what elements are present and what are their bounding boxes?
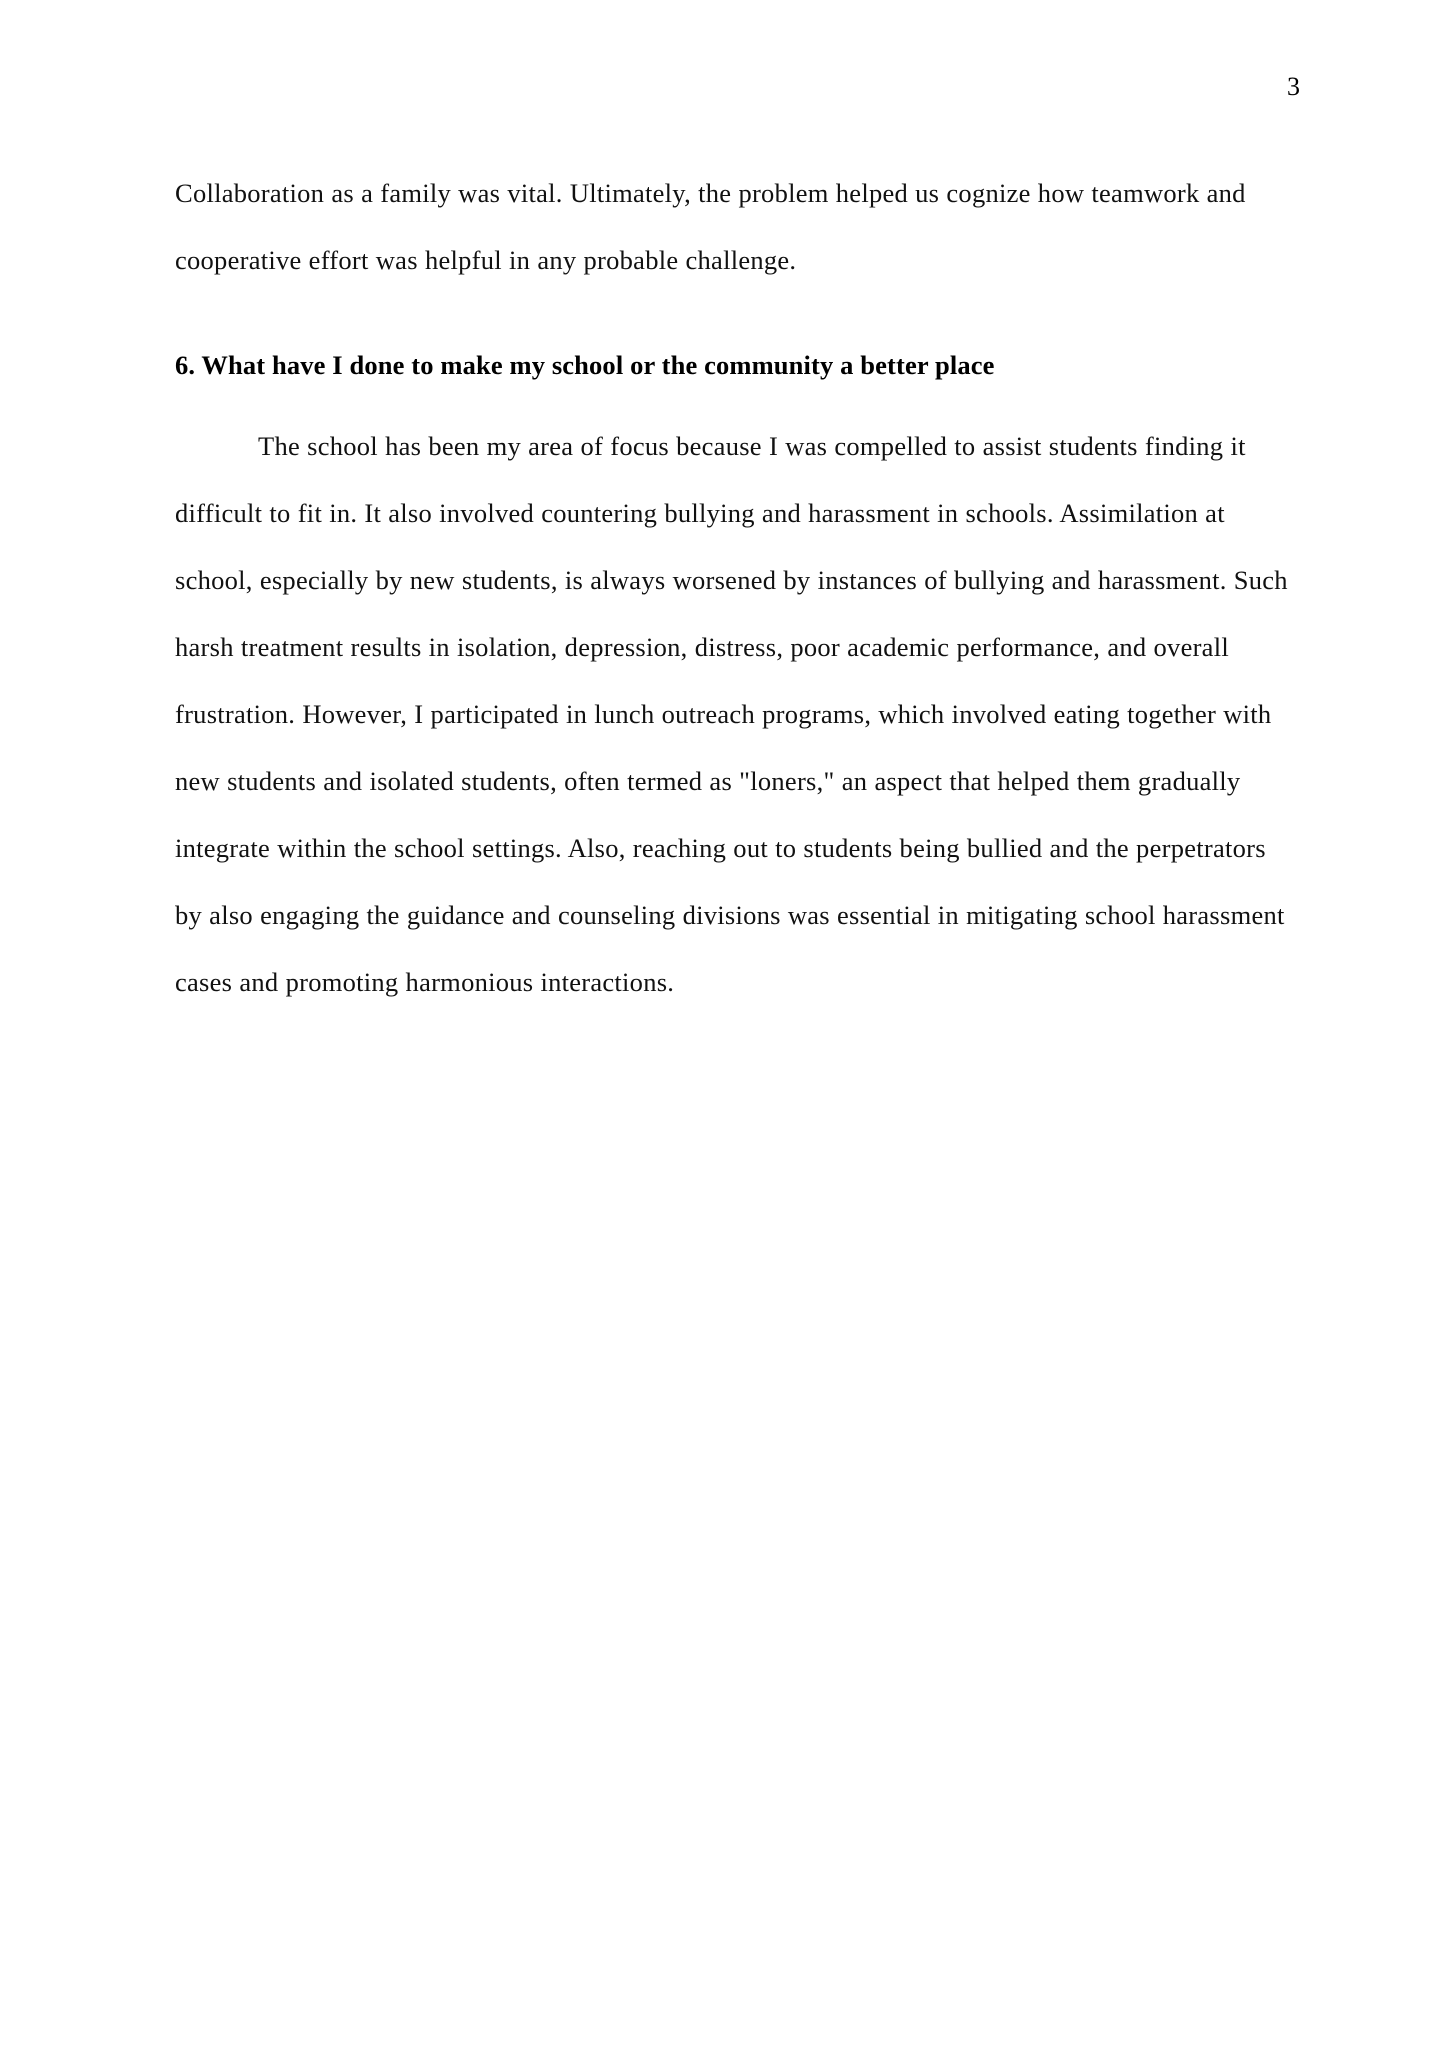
paragraph-section-6-body: The school has been my area of focus because I was compelled to assist students finding it difficult to fit in. It also involved countering bullying and harassment in schools. Assimilation at school, especially by new students, is always worsened by instances of bullying and harassment. Such harsh treatment results in isolation, depression, distress, poor academic performance, and overall frustration. However, I participated in lunch outreach programs, which involved eating together with new students and isolated students, often termed as "loners," an aspect that helped them gradually integrate within the school settings. Also, reaching out to students being bullied and the perpetrators by also engaging the guidance and counseling divisions was essential in mitigating school harassment cases and promoting harmonious interactions. <box>175 431 1288 997</box>
document-text-column <box>175 160 1295 1016</box>
paragraph-continued-from-previous-page: Collaboration as a family was vital. Ultimately, the problem helped us cognize how teamwork and cooperative effort was helpful in any probable challenge. <box>175 178 1246 275</box>
spacer-after-heading <box>175 399 1295 413</box>
section-heading-6: 6. What have I done to make my school or the community a better place <box>175 350 995 380</box>
spacer-before-heading <box>175 294 1295 332</box>
page-number: 3 <box>1287 72 1300 101</box>
